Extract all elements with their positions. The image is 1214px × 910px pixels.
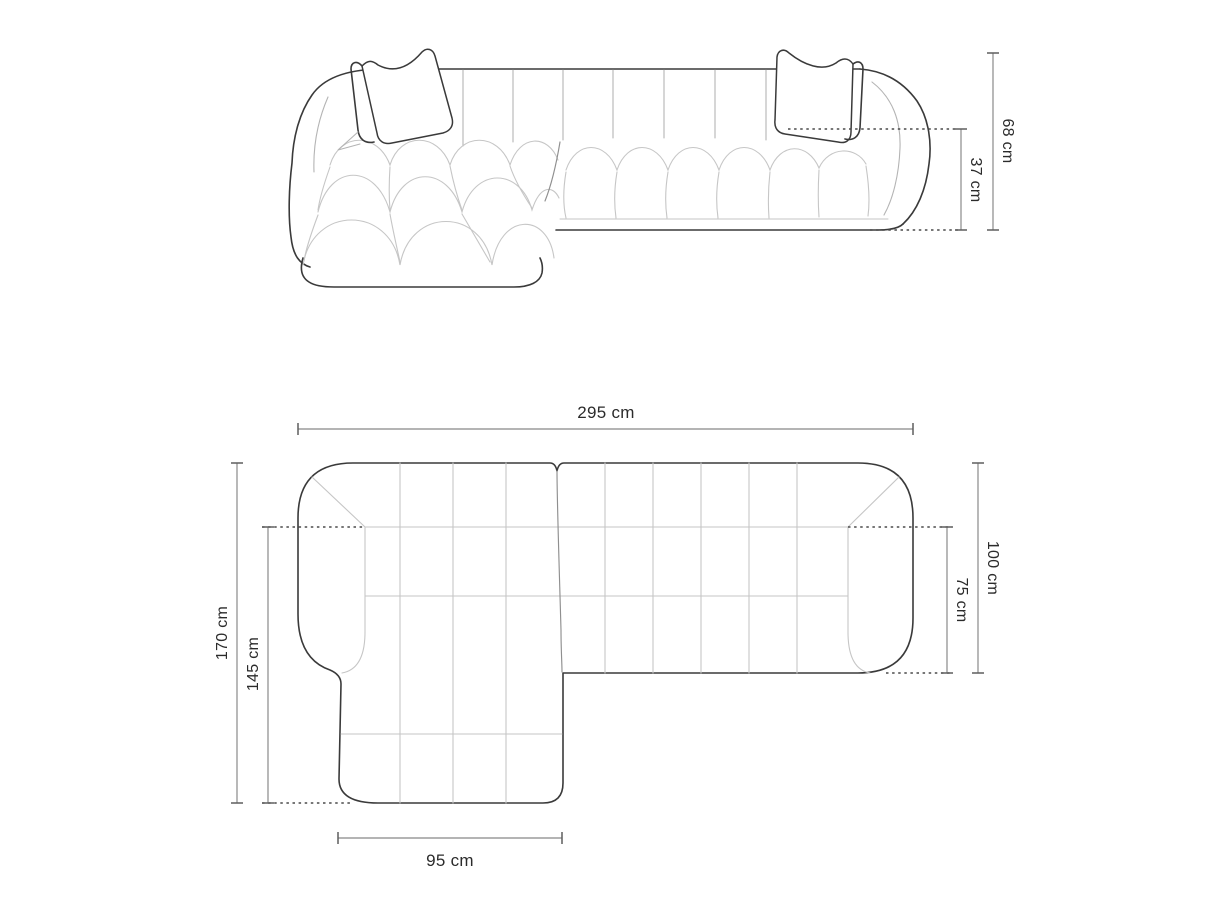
- dimension-label-145cm: 145 cm: [245, 636, 262, 692]
- dimension-total-depth: [214, 463, 243, 803]
- plan-left-armrest-inner-edge: [342, 527, 365, 673]
- dimension-label-170cm: 170 cm: [214, 605, 231, 661]
- dimension-label-95cm: 95 cm: [426, 851, 474, 870]
- dimension-label-68cm: 68 cm: [999, 118, 1016, 164]
- front-chaise-tufting-row-front: [303, 220, 554, 265]
- dimension-label-37cm: 37 cm: [967, 157, 984, 203]
- dimension-chaise-width: [338, 832, 562, 870]
- front-right-arm-inner-seam: [872, 82, 900, 215]
- dimension-label-295cm: 295 cm: [577, 403, 635, 422]
- plan-left-module-vertical-seams: [400, 463, 506, 803]
- dimension-body-depth: [972, 463, 1001, 673]
- dimension-label-75cm: 75 cm: [953, 577, 970, 623]
- front-right-arm-outline: [860, 69, 930, 224]
- front-chaise-plinth: [301, 258, 542, 287]
- plan-right-armrest-inner-edge: [848, 527, 870, 673]
- front-left-arm-and-chaise-outline: [289, 69, 378, 267]
- dimension-seat-depth: [941, 527, 970, 673]
- front-left-arm-inner-seam: [314, 97, 328, 172]
- front-left-pillow: [338, 49, 453, 150]
- plan-left-corner-diagonal: [312, 477, 365, 527]
- dimension-total-width: [298, 403, 913, 435]
- front-chaise-tufting-channels: [304, 166, 532, 262]
- plan-module-center-seam: [557, 471, 562, 672]
- left-pillow-fold: [338, 132, 360, 150]
- front-backrest-seams: [463, 70, 766, 146]
- left-pillow-face: [362, 49, 453, 143]
- plan-right-module-vertical-seams: [605, 463, 797, 673]
- top-view: [214, 403, 1001, 870]
- dimension-seat-height: [955, 129, 984, 230]
- front-seat-tufting-channels: [564, 166, 869, 218]
- front-view: [289, 49, 1016, 287]
- plan-right-corner-diagonal: [848, 477, 899, 527]
- front-base-line: [556, 224, 903, 230]
- dimension-label-100cm: 100 cm: [984, 540, 1001, 596]
- front-chaise-tufting-row-top: [330, 140, 558, 165]
- dimension-total-height: [987, 53, 1016, 230]
- dimension-chaise-depth: [245, 527, 274, 803]
- front-seat-tufting-row: [566, 148, 866, 171]
